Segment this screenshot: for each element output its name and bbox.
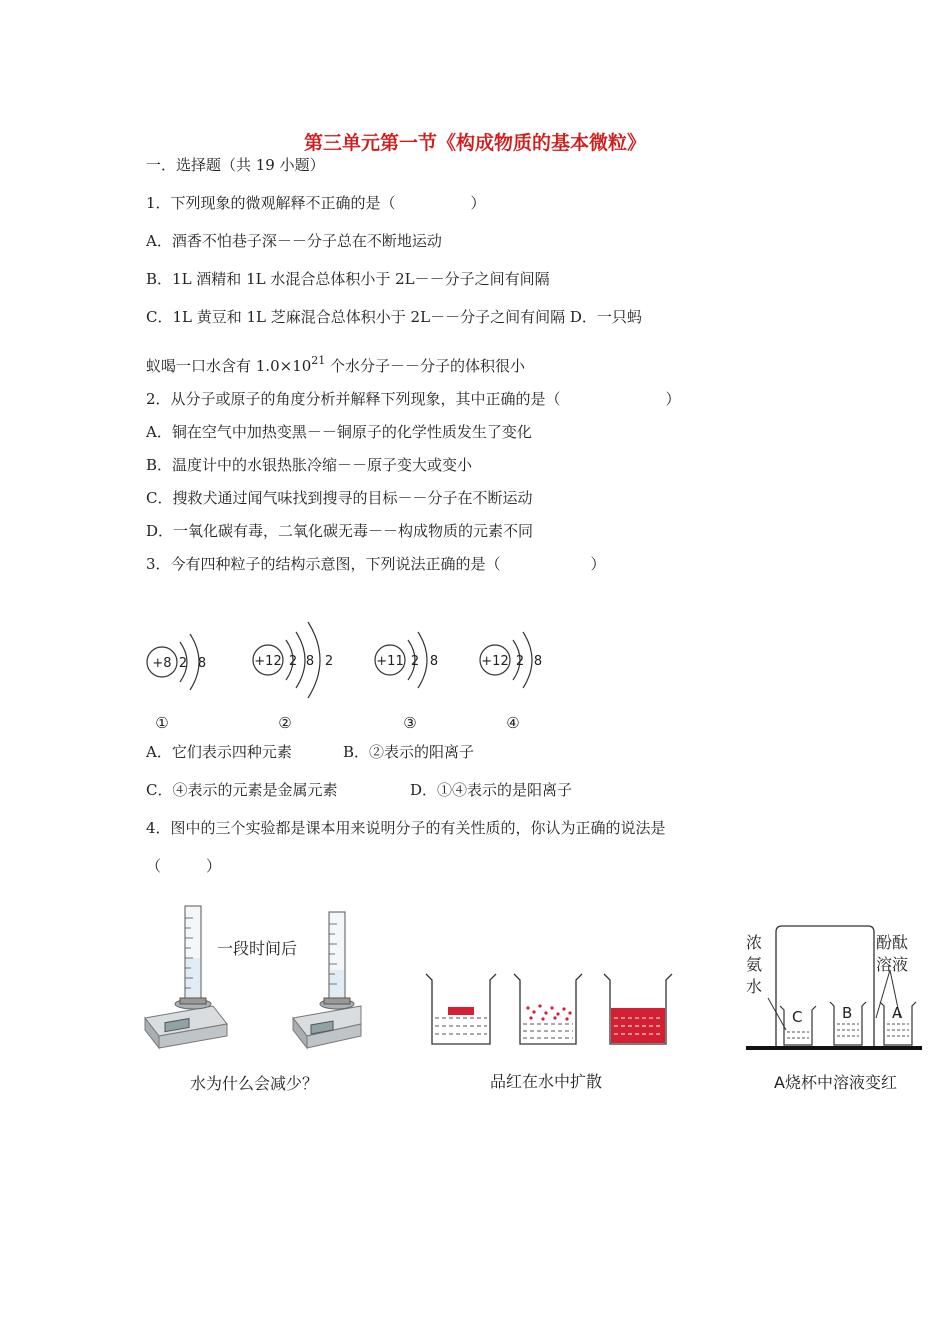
- q2-option-a: A．铜在空气中加热变黑－－铜原子的化学性质发生了变化: [146, 423, 532, 441]
- experiment-1-caption: 水为什么会减少？: [190, 1074, 319, 1093]
- q1-stem: 1．下列现象的微观解释不正确的是（ ）: [146, 194, 486, 212]
- particle-1-shell-1: 2: [178, 656, 188, 671]
- particle-2-shell-2: 8: [305, 654, 315, 669]
- section-heading: 一．选择题（共 19 小题）: [146, 156, 325, 174]
- q1-option-c: C．1L 黄豆和 1L 芝麻混合总体积小于 2L－－分子之间有间隔 D．一只蚂: [146, 308, 642, 326]
- particle-3-shell-2: 8: [429, 654, 439, 669]
- q2-option-c: C．搜救犬通过闻气味找到搜寻的目标－－分子在不断运动: [146, 489, 533, 507]
- beaker-c-label: C: [792, 1008, 803, 1026]
- balance-icon: [145, 999, 227, 1048]
- ammonia-label-2: 氨: [746, 955, 763, 974]
- dye-drop: [448, 1007, 474, 1015]
- particle-2-nucleus: +12: [254, 654, 282, 669]
- beaker-b-label: B: [842, 1004, 853, 1022]
- q4-answer-paren: （ ）: [146, 857, 222, 875]
- particle-2-shell-3: 2: [324, 654, 334, 669]
- q2-stem: 2．从分子或原子的角度分析并解释下列现象，其中正确的是（ ）: [146, 390, 681, 408]
- balance-icon: [293, 999, 361, 1048]
- particle-3-label: ③: [403, 714, 417, 732]
- page-title: 第三单元第一节《构成物质的基本微粒》: [303, 132, 646, 154]
- beaker-icon: [514, 974, 582, 1044]
- phenolphthalein-label-1: 酚酞: [876, 933, 909, 952]
- measuring-cylinder-icon: [324, 912, 350, 1004]
- phenolphthalein-label-2: 溶液: [876, 955, 909, 974]
- experiment-2-caption: 品红在水中扩散: [490, 1072, 603, 1091]
- particle-4-nucleus: +12: [481, 654, 509, 669]
- experiment-2-diffusion: [418, 968, 688, 1098]
- particle-1-nucleus: +8: [152, 656, 172, 671]
- q3-option-b: B．②表示的阳离子: [343, 743, 475, 761]
- q1-option-d-tail: 个水分子－－分子的体积很小: [325, 357, 526, 375]
- particle-4-label: ④: [506, 714, 520, 732]
- q1-option-a: A．酒香不怕巷子深－－分子总在不断地运动: [146, 232, 442, 250]
- particle-2-shell-1: 2: [288, 654, 298, 669]
- q3-option-d: D．①④表示的是阳离子: [410, 781, 573, 799]
- q1-option-d: [146, 351, 525, 376]
- particle-1-label: ①: [155, 714, 169, 732]
- q2-option-b: B．温度计中的水银热胀冷缩－－原子变大或变小: [146, 456, 473, 474]
- particle-4-shell-1: 2: [515, 654, 525, 669]
- particle-4-shell-2: 8: [533, 654, 543, 669]
- q1-option-b: B．1L 酒精和 1L 水混合总体积小于 2L－－分子之间有间隔: [146, 270, 550, 288]
- particle-3-nucleus: +11: [376, 654, 404, 669]
- q3-option-c: C．④表示的元素是金属元素: [146, 781, 338, 799]
- time-elapsed-note: 一段时间后: [217, 939, 298, 958]
- particle-3-shell-1: 2: [410, 654, 420, 669]
- ammonia-label-3: 水: [746, 977, 763, 996]
- particle-2-label: ②: [278, 714, 292, 732]
- q3-option-a: A．它们表示四种元素: [146, 743, 292, 761]
- q1-option-d-text: 蚁喝一口水含有 1.0×10: [146, 357, 312, 375]
- measuring-cylinder-icon: [180, 906, 206, 1004]
- q2-option-d: D．一氧化碳有毒，二氧化碳无毒－－构成物质的元素不同: [146, 522, 534, 540]
- q4-stem: 4．图中的三个实验都是课本用来说明分子的有关性质的，你认为正确的说法是: [146, 819, 666, 837]
- particle-structure-diagrams: [140, 610, 560, 740]
- experiment-1-evaporation: [135, 898, 365, 1098]
- q1-option-d-exponent: 21: [311, 354, 326, 367]
- ammonia-label-1: 浓: [746, 933, 763, 952]
- particle-1-shell-2: 8: [197, 656, 207, 671]
- beaker-a-label: A: [892, 1004, 903, 1022]
- experiment-3-ammonia: [742, 918, 924, 1098]
- experiment-3-caption: A烧杯中溶液变红: [774, 1073, 897, 1092]
- q3-stem: 3．今有四种粒子的结构示意图，下列说法正确的是（ ）: [146, 555, 606, 573]
